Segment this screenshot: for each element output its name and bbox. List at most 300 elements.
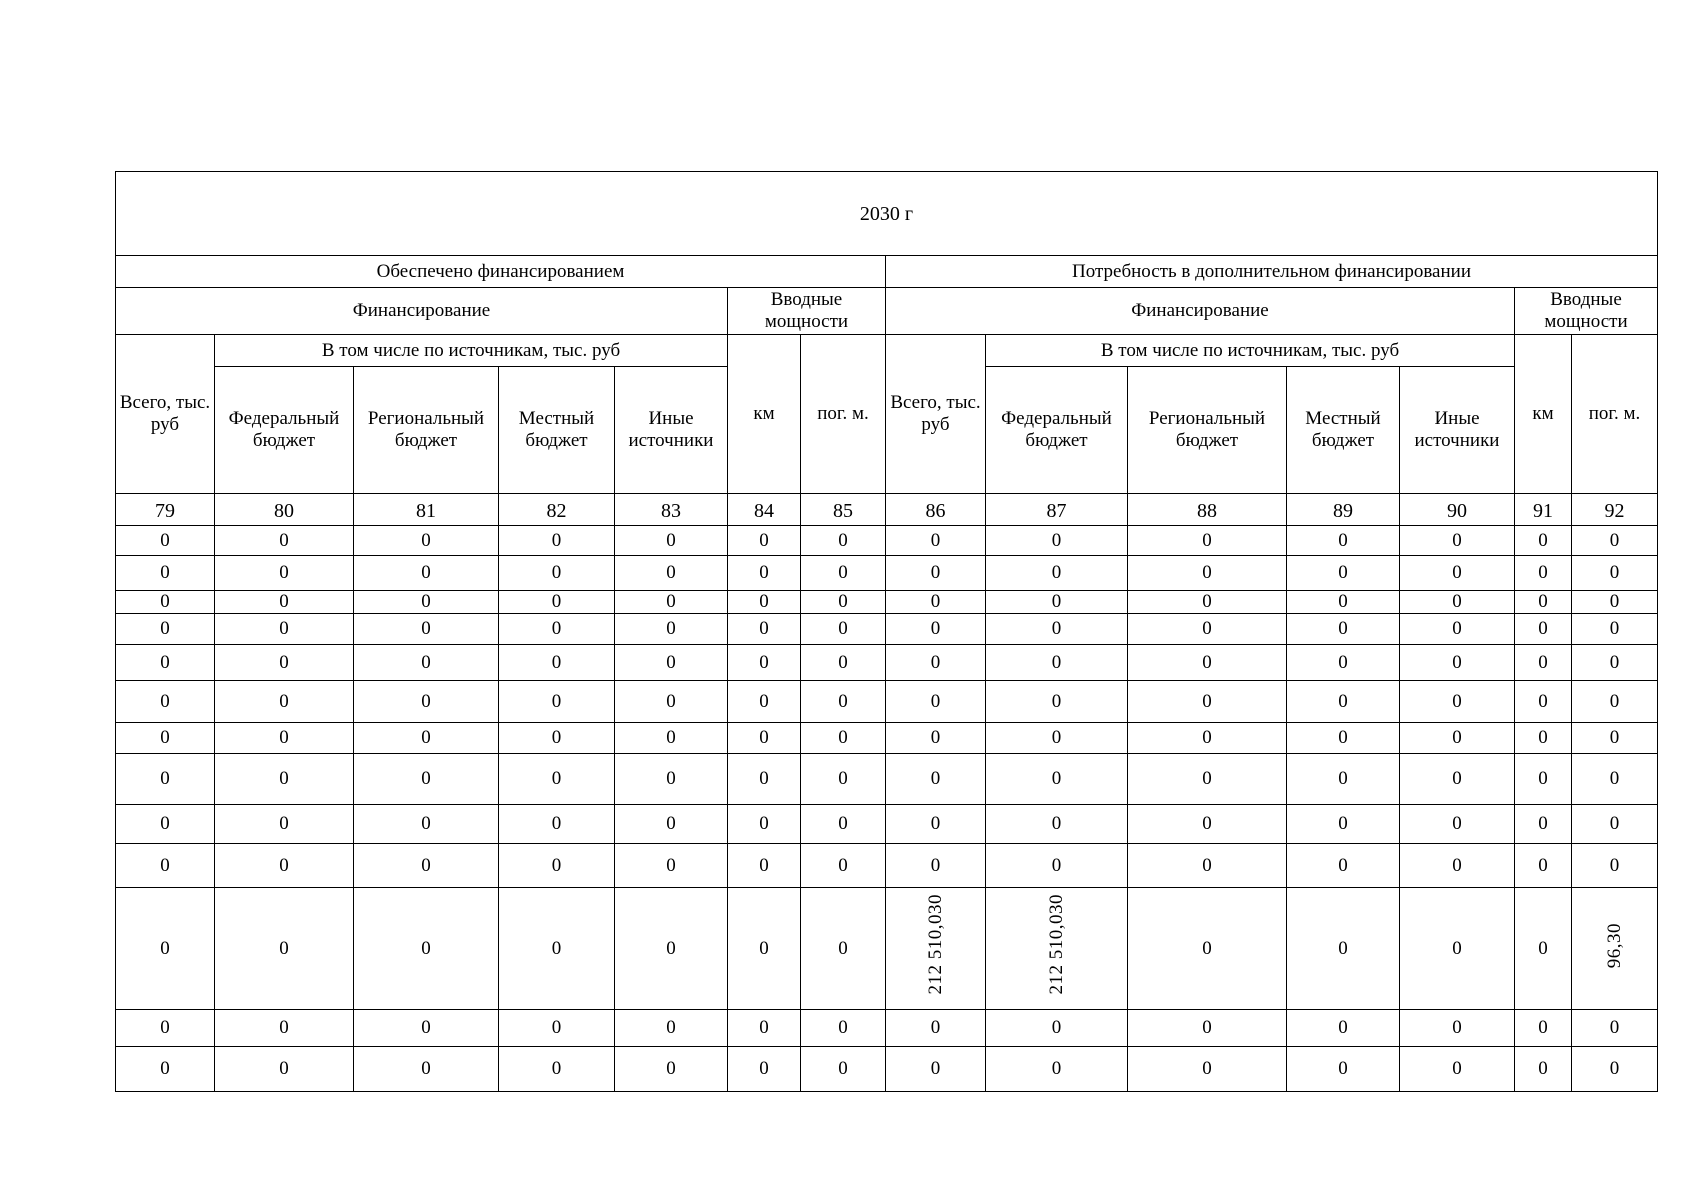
table-cell <box>1128 1047 1287 1092</box>
table-cell <box>1287 888 1400 1010</box>
table-cell <box>615 805 728 844</box>
table-cell <box>1287 681 1400 723</box>
table-cell <box>215 888 354 1010</box>
cell-value: 0 <box>1051 591 1062 612</box>
table-cell <box>215 556 354 591</box>
column-number: 82 <box>499 494 615 526</box>
cell-value: 0 <box>1051 690 1062 712</box>
cell-value: 0 <box>1338 768 1348 789</box>
table-cell <box>499 614 615 645</box>
cell-value: 0 <box>759 1017 769 1038</box>
cell-value: 0 <box>421 937 431 959</box>
table-cell <box>116 1010 215 1047</box>
table-cell <box>986 556 1128 591</box>
cell-value: 0 <box>838 937 848 959</box>
table-cell <box>1572 888 1658 1010</box>
table-cell <box>728 844 801 888</box>
cell-value: 0 <box>1051 562 1062 583</box>
cell-value: 0 <box>279 690 289 712</box>
table-row <box>116 1010 1658 1047</box>
financing-heading: Финансирование <box>116 288 728 335</box>
table-cell <box>801 754 886 805</box>
table-cell <box>886 844 986 888</box>
cell-value: 0 <box>1452 727 1462 748</box>
cell-value: 0 <box>1452 768 1462 789</box>
cell-value: 0 <box>421 591 431 612</box>
table-cell <box>1400 754 1515 805</box>
cell-value: 0 <box>759 529 769 551</box>
cell-value: 0 <box>551 690 562 712</box>
table-cell <box>499 723 615 754</box>
table-cell <box>1400 614 1515 645</box>
cell-value: 0 <box>160 618 170 639</box>
table-row <box>116 1047 1658 1092</box>
table-cell <box>499 844 615 888</box>
cell-value: 0 <box>551 591 562 612</box>
cell-value: 0 <box>279 1058 289 1079</box>
cell-value: 0 <box>838 1017 848 1038</box>
table-cell <box>615 723 728 754</box>
table-cell <box>1572 754 1658 805</box>
table-cell <box>1572 805 1658 844</box>
table-cell <box>986 805 1128 844</box>
table-cell <box>801 844 886 888</box>
cell-value: 0 <box>1202 651 1212 673</box>
cell-value: 0 <box>160 651 170 673</box>
cell-value: 0 <box>160 529 170 551</box>
cell-value: 0 <box>1609 727 1620 748</box>
table-cell <box>1572 591 1658 614</box>
column-header-local: Местный бюджет <box>1287 367 1400 494</box>
table-cell <box>1287 805 1400 844</box>
table-cell <box>986 1047 1128 1092</box>
cell-value: 0 <box>551 618 562 639</box>
cell-value: 0 <box>930 591 941 612</box>
column-number: 83 <box>615 494 728 526</box>
cell-value: 0 <box>838 768 848 789</box>
table-cell <box>354 805 499 844</box>
table-cell <box>615 645 728 681</box>
cell-value: 0 <box>1202 937 1212 959</box>
cell-value: 0 <box>1609 529 1620 551</box>
table-row <box>116 888 1658 1010</box>
year-heading: 2030 г <box>116 172 1658 256</box>
table-cell <box>886 645 986 681</box>
table-cell <box>728 614 801 645</box>
table-cell <box>354 614 499 645</box>
cell-value: 0 <box>1202 591 1212 612</box>
table-cell <box>1572 556 1658 591</box>
table-cell <box>1515 645 1572 681</box>
table-row <box>116 754 1658 805</box>
column-number: 80 <box>215 494 354 526</box>
table-cell <box>886 1010 986 1047</box>
table-cell <box>354 645 499 681</box>
column-number: 89 <box>1287 494 1400 526</box>
table-cell <box>1400 556 1515 591</box>
column-header-federal: Федеральный бюджет <box>986 367 1128 494</box>
financing-table <box>115 171 1658 1092</box>
cell-value: 0 <box>759 768 769 789</box>
cell-value: 0 <box>1051 768 1062 789</box>
cell-value: 0 <box>160 1058 170 1079</box>
table-cell <box>801 805 886 844</box>
column-number: 88 <box>1128 494 1287 526</box>
cell-value: 0 <box>1452 529 1462 551</box>
table-cell <box>499 1010 615 1047</box>
cell-value: 0 <box>1202 618 1212 639</box>
cell-value: 0 <box>551 937 562 959</box>
table-cell <box>1400 888 1515 1010</box>
table-cell <box>886 591 986 614</box>
cell-value: 0 <box>279 591 289 612</box>
cell-value: 0 <box>160 690 170 712</box>
cell-value: 0 <box>1538 562 1548 583</box>
column-header-total: Всего, тыс. руб <box>886 335 986 494</box>
table-cell <box>1515 805 1572 844</box>
cell-value: 0 <box>1452 618 1462 639</box>
table-cell <box>1287 754 1400 805</box>
cell-value: 0 <box>1609 813 1620 834</box>
table-cell <box>354 1010 499 1047</box>
cell-value: 0 <box>1452 854 1462 876</box>
cell-value: 0 <box>279 1017 289 1038</box>
table-cell <box>215 614 354 645</box>
table-cell <box>986 1010 1128 1047</box>
section-secured-heading: Обеспечено финансированием <box>116 256 886 288</box>
table-cell <box>1400 1047 1515 1092</box>
cell-value: 0 <box>279 937 289 959</box>
cell-value: 0 <box>160 591 170 612</box>
table-cell <box>1515 526 1572 556</box>
table-row <box>116 591 1658 614</box>
table-cell <box>116 888 215 1010</box>
table-cell <box>215 1047 354 1092</box>
cell-value: 0 <box>421 690 431 712</box>
table-cell <box>354 681 499 723</box>
cell-value: 0 <box>279 813 289 834</box>
table-cell <box>801 888 886 1010</box>
column-number: 84 <box>728 494 801 526</box>
cell-value: 0 <box>421 618 431 639</box>
cell-value: 0 <box>1538 1017 1548 1038</box>
table-cell <box>1515 754 1572 805</box>
table-cell <box>801 1010 886 1047</box>
cell-value: 0 <box>279 562 289 583</box>
table-row <box>116 614 1658 645</box>
cell-value: 0 <box>160 1017 170 1038</box>
cell-value: 0 <box>838 727 848 748</box>
table-cell <box>499 805 615 844</box>
cell-value: 0 <box>666 768 676 789</box>
table-cell <box>499 591 615 614</box>
cell-value: 0 <box>838 562 848 583</box>
cell-value: 0 <box>1202 727 1212 748</box>
column-header-km: км <box>728 335 801 494</box>
column-header-local: Местный бюджет <box>499 367 615 494</box>
column-header-pog: пог. м. <box>801 335 886 494</box>
table-cell <box>499 526 615 556</box>
table-row <box>116 805 1658 844</box>
table-cell <box>1287 556 1400 591</box>
table-row <box>116 681 1658 723</box>
table-cell <box>116 556 215 591</box>
table-cell <box>986 645 1128 681</box>
table-cell <box>886 556 986 591</box>
cell-value: 0 <box>1538 768 1548 789</box>
table-cell <box>354 754 499 805</box>
cell-value: 0 <box>838 529 848 551</box>
table-cell <box>615 526 728 556</box>
table-cell <box>1515 844 1572 888</box>
cell-value: 0 <box>279 651 289 673</box>
cell-value: 0 <box>1452 937 1462 959</box>
cell-value: 0 <box>1202 529 1212 551</box>
cell-value: 0 <box>1538 529 1548 551</box>
column-number: 91 <box>1515 494 1572 526</box>
by-source-heading: В том числе по источникам, тыс. руб <box>215 335 728 367</box>
financing-heading: Финансирование <box>886 288 1515 335</box>
table-cell <box>354 844 499 888</box>
cell-value: 0 <box>1609 651 1620 673</box>
table-cell <box>886 1047 986 1092</box>
cell-value: 0 <box>551 727 562 748</box>
table-cell <box>986 526 1128 556</box>
column-number: 85 <box>801 494 886 526</box>
cell-value: 0 <box>1609 854 1620 876</box>
table-cell <box>116 754 215 805</box>
table-cell <box>986 723 1128 754</box>
table-cell <box>499 645 615 681</box>
cell-value: 0 <box>421 562 431 583</box>
table-cell <box>116 645 215 681</box>
table-cell <box>1572 681 1658 723</box>
cell-value: 0 <box>1538 690 1548 712</box>
cell-value: 0 <box>1051 727 1062 748</box>
cell-value: 0 <box>160 562 170 583</box>
cell-value: 0 <box>1538 1058 1548 1079</box>
table-cell <box>801 645 886 681</box>
cell-value: 0 <box>551 1058 562 1079</box>
cell-value: 0 <box>838 690 848 712</box>
table-cell <box>1400 1010 1515 1047</box>
table-cell <box>215 591 354 614</box>
cell-value: 0 <box>1338 937 1348 959</box>
table-cell <box>986 591 1128 614</box>
cell-value: 0 <box>759 1058 769 1079</box>
cell-value: 0 <box>421 651 431 673</box>
cell-value: 0 <box>666 1058 676 1079</box>
column-header-total: Всего, тыс. руб <box>116 335 215 494</box>
cell-value: 0 <box>759 813 769 834</box>
cell-value: 0 <box>160 727 170 748</box>
table-cell <box>215 754 354 805</box>
cell-value: 0 <box>1202 562 1212 583</box>
capacity-heading: Вводные мощности <box>728 288 886 335</box>
cell-value: 0 <box>838 854 848 876</box>
cell-value: 0 <box>1051 1058 1062 1079</box>
cell-value: 0 <box>666 529 676 551</box>
cell-value: 0 <box>1051 854 1062 876</box>
table-cell <box>986 844 1128 888</box>
cell-value: 0 <box>1338 529 1348 551</box>
table-cell <box>615 1047 728 1092</box>
column-number: 79 <box>116 494 215 526</box>
by-source-heading: В том числе по источникам, тыс. руб <box>986 335 1515 367</box>
table-cell <box>728 754 801 805</box>
cell-value: 0 <box>666 591 676 612</box>
table-cell <box>1287 614 1400 645</box>
table-cell <box>728 805 801 844</box>
table-cell <box>215 723 354 754</box>
cell-value: 212 510,030 <box>1045 894 1067 995</box>
cell-value: 0 <box>551 854 562 876</box>
table-cell <box>1572 844 1658 888</box>
cell-value: 0 <box>1338 591 1348 612</box>
table-cell <box>615 614 728 645</box>
table-cell <box>728 681 801 723</box>
table-cell <box>1287 1047 1400 1092</box>
table-row <box>116 556 1658 591</box>
cell-value: 0 <box>551 1017 562 1038</box>
table-cell <box>615 556 728 591</box>
cell-value: 0 <box>1609 1017 1620 1038</box>
cell-value: 0 <box>279 727 289 748</box>
cell-value: 0 <box>1202 1058 1212 1079</box>
cell-value: 0 <box>1338 813 1348 834</box>
cell-value: 0 <box>930 727 941 748</box>
table-cell <box>1572 1010 1658 1047</box>
table-cell <box>1128 754 1287 805</box>
table-cell <box>615 1010 728 1047</box>
cell-value: 0 <box>1538 591 1548 612</box>
cell-value: 0 <box>930 529 941 551</box>
table-cell <box>116 844 215 888</box>
column-header-regional: Региональный бюджет <box>354 367 499 494</box>
cell-value: 0 <box>838 813 848 834</box>
table-cell <box>215 526 354 556</box>
table-cell <box>1287 645 1400 681</box>
cell-value: 0 <box>1538 854 1548 876</box>
cell-value: 0 <box>1609 618 1620 639</box>
cell-value: 0 <box>666 690 676 712</box>
table-cell <box>1128 614 1287 645</box>
table-cell <box>986 681 1128 723</box>
table-cell <box>1572 645 1658 681</box>
table-cell <box>1287 591 1400 614</box>
cell-value: 0 <box>759 854 769 876</box>
table-cell <box>354 556 499 591</box>
cell-value: 0 <box>838 651 848 673</box>
table-cell <box>1128 805 1287 844</box>
cell-value: 0 <box>930 1058 941 1079</box>
cell-value: 0 <box>279 854 289 876</box>
table-cell <box>886 723 986 754</box>
cell-value: 0 <box>1538 651 1548 673</box>
table-row <box>116 844 1658 888</box>
table-cell <box>1128 591 1287 614</box>
cell-value: 0 <box>666 562 676 583</box>
table-cell <box>116 723 215 754</box>
cell-value: 0 <box>666 854 676 876</box>
table-cell <box>1400 681 1515 723</box>
table-cell <box>1400 723 1515 754</box>
cell-value: 0 <box>1338 1017 1348 1038</box>
table-cell <box>354 1047 499 1092</box>
table-cell <box>116 591 215 614</box>
table-cell <box>615 681 728 723</box>
cell-value: 0 <box>759 690 769 712</box>
column-number: 92 <box>1572 494 1658 526</box>
cell-value: 212 510,030 <box>924 894 946 995</box>
table-row <box>116 526 1658 556</box>
cell-value: 0 <box>666 727 676 748</box>
cell-value: 0 <box>838 618 848 639</box>
cell-value: 0 <box>1452 651 1462 673</box>
column-header-other: Иные источники <box>1400 367 1515 494</box>
cell-value: 0 <box>279 529 289 551</box>
cell-value: 0 <box>930 854 941 876</box>
table-cell <box>728 526 801 556</box>
table-cell <box>499 888 615 1010</box>
cell-value: 0 <box>1609 768 1620 789</box>
cell-value: 0 <box>1202 690 1212 712</box>
table-cell <box>116 526 215 556</box>
column-number: 90 <box>1400 494 1515 526</box>
cell-value: 0 <box>1051 1017 1062 1038</box>
table-cell <box>116 1047 215 1092</box>
table-cell <box>801 723 886 754</box>
cell-value: 0 <box>1338 651 1348 673</box>
table-cell <box>1515 888 1572 1010</box>
table-cell <box>354 591 499 614</box>
cell-value: 0 <box>930 768 941 789</box>
cell-value: 0 <box>421 1017 431 1038</box>
cell-value: 0 <box>551 529 562 551</box>
table-cell <box>728 1047 801 1092</box>
cell-value: 0 <box>1051 618 1062 639</box>
table-cell <box>886 805 986 844</box>
cell-value: 0 <box>1538 937 1548 959</box>
table-cell <box>615 591 728 614</box>
column-header-other: Иные источники <box>615 367 728 494</box>
table-cell <box>1128 723 1287 754</box>
table-cell <box>1128 556 1287 591</box>
cell-value: 0 <box>666 1017 676 1038</box>
cell-value: 0 <box>421 768 431 789</box>
column-header-km: км <box>1515 335 1572 494</box>
cell-value: 0 <box>421 529 431 551</box>
cell-value: 0 <box>1452 813 1462 834</box>
table-cell <box>1128 645 1287 681</box>
table-cell <box>728 645 801 681</box>
cell-value: 0 <box>1338 690 1348 712</box>
cell-value: 0 <box>759 591 769 612</box>
cell-value: 0 <box>1538 618 1548 639</box>
column-number: 87 <box>986 494 1128 526</box>
table-row <box>116 645 1658 681</box>
table-cell <box>1128 526 1287 556</box>
cell-value: 0 <box>666 937 676 959</box>
table-cell <box>1400 591 1515 614</box>
cell-value: 0 <box>930 562 941 583</box>
table-cell <box>1400 805 1515 844</box>
table-cell <box>986 888 1128 1010</box>
cell-value: 0 <box>666 813 676 834</box>
table-cell <box>354 723 499 754</box>
cell-value: 0 <box>1609 591 1620 612</box>
cell-value: 0 <box>1202 813 1212 834</box>
